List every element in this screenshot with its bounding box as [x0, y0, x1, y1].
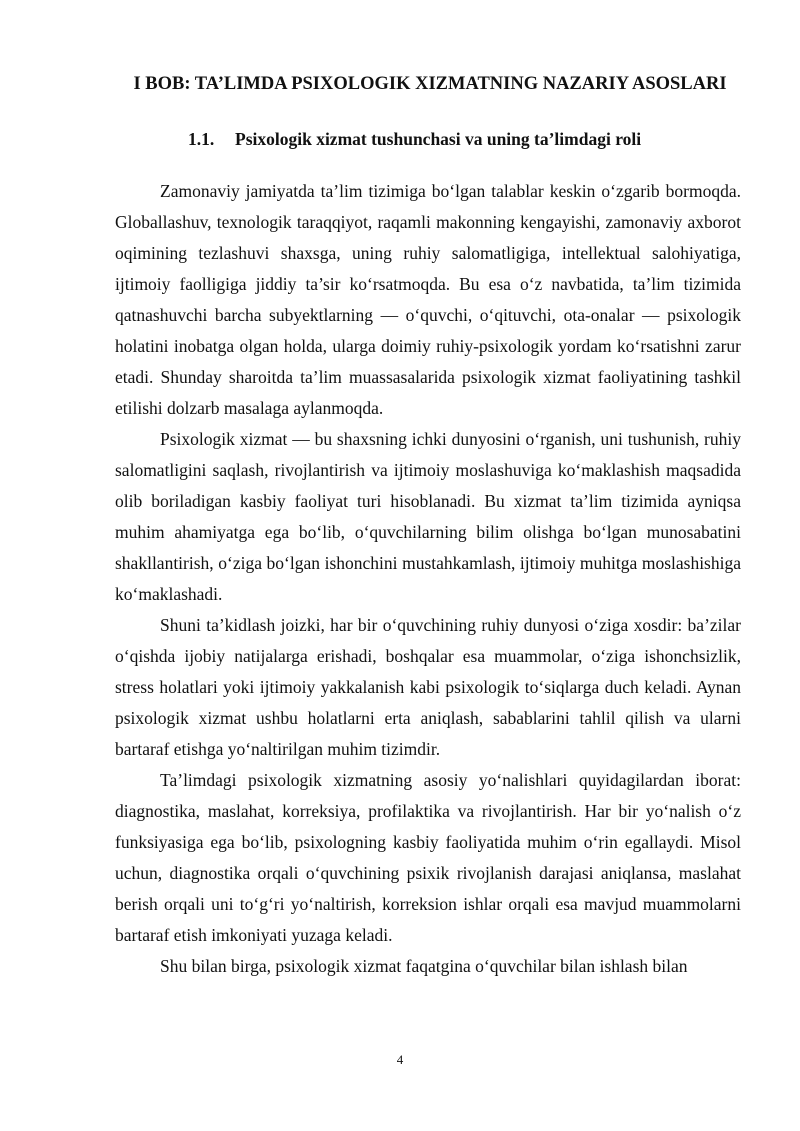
paragraph: Shu bilan birga, psixologik xizmat faqatgina o‘quvchilar bilan ishlash bilan [160, 956, 688, 976]
paragraph: Shuni ta’kidlash joizki, har bir o‘quvchining ruhiy dunyosi o‘ziga xosdir: ba’zilar o‘qishda ijobiy natijalarga erishadi, boshqalar esa muammolar, o‘ziga ishonchsizlik, stress holatlari yoki ijtimoiy yakkalanish kabi psixologik to‘siqlarga duch keladi. Aynan psixologik xizmat ushbu holatlarni erta aniqlash, sabablarini tahlil qilish va ularni bartaraf etishga yo‘naltirilgan muhim tizimdir. [115, 615, 741, 759]
body-text [115, 176, 741, 982]
paragraph: Ta’limdagi psixologik xizmatning asosiy yo‘nalishlari quyidagilardan iborat: diagnostika, maslahat, korreksiya, profilaktika va rivojlantirish. Har bir yo‘nalish o‘z funksiyasiga ega bo‘lib, psixologning kasbiy faoliyatida muhim o‘rin egallaydi. Misol uchun, diagnostika orqali o‘quvchining psixik rivojlanish darajasi aniqlansa, maslahat berish orqali uni to‘g‘ri yo‘naltirish, korreksion ishlar orqali esa mavjud muammolarni bartaraf etish imkoniyati yuzaga keladi. [115, 770, 741, 945]
section-title: Psixologik xizmat tushunchasi va uning ta’limdagi roli [235, 129, 642, 149]
section-number: 1.1. [188, 129, 215, 149]
paragraph: Psixologik xizmat — bu shaxsning ichki dunyosini o‘rganish, uni tushunish, ruhiy salomatligini saqlash, rivojlantirish va ijtimoiy moslashuviga ko‘maklashish maqsadida olib boriladigan kasbiy faoliyat turi hisoblanadi. Bu xizmat ta’lim tizimida ayniqsa muhim ahamiyatga ega bo‘lib, o‘quvchilarning bilim olishga bo‘lgan munosabatini shakllantirish, o‘ziga bo‘lgan ishonchini mustahkamlash, ijtimoiy muhitga moslashishiga ko‘maklashadi. [115, 429, 741, 604]
section-heading [188, 129, 641, 150]
chapter-title: I BOB: TA’LIMDA PSIXOLOGIK XIZMATNING NAZARIY ASOSLARI [133, 74, 727, 94]
page-number: 4 [396, 1052, 404, 1067]
paragraph: Zamonaviy jamiyatda ta’lim tizimiga bo‘lgan talablar keskin o‘zgarib bormoqda. Globallashuv, texnologik taraqqiyot, raqamli makonning kengayishi, zamonaviy axborot oqimining tezlashuvi shaxsga, uning ruhiy salomatligiga, intellektual salohiyatiga, ijtimoiy faolligiga jiddiy ta’sir ko‘rsatmoqda. Bu esa o‘z navbatida, ta’lim tizimida qatnashuvchi barcha subyektlarning — o‘quvchi, o‘qituvchi, ota-onalar — psixologik holatini inobatga olgan holda, ularga doimiy ruhiy-psixologik yordam ko‘rsatishni zarur etadi. Shunday sharoitda ta’lim muassasalarida psixologik xizmat faoliyatining tashkil etilishi dolzarb masalaga aylanmoqda. [115, 181, 741, 418]
